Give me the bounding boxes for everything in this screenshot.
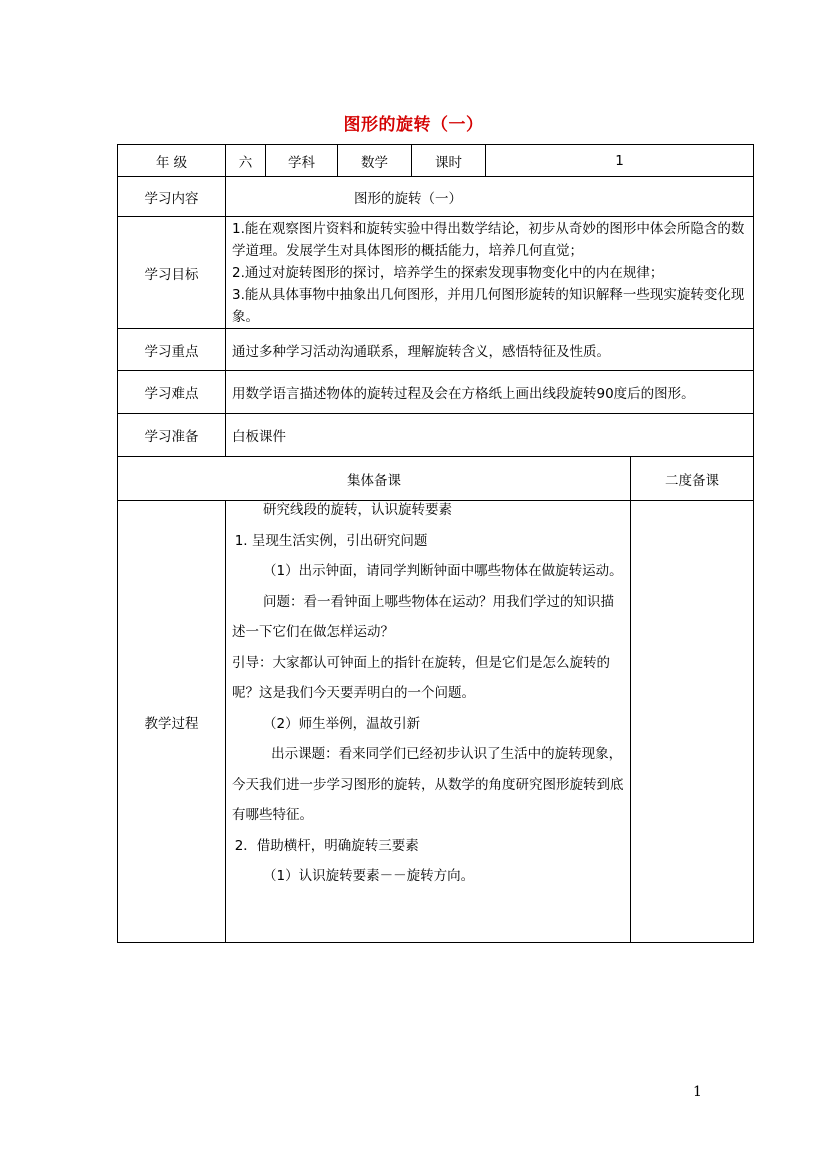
process-label: 教学过程 bbox=[118, 501, 226, 943]
document-title: 图形的旋转（一） bbox=[343, 115, 484, 135]
goals-value bbox=[226, 217, 754, 329]
preparation-label: 学习准备 bbox=[118, 414, 226, 457]
second-planning-cell bbox=[631, 501, 754, 943]
difficulties-row bbox=[118, 371, 754, 414]
subject-value: 数学 bbox=[338, 145, 412, 177]
process-paragraph: 1. 呈现生活实例，引出研究问题 bbox=[234, 532, 428, 549]
lesson-plan-table bbox=[117, 144, 754, 943]
period-label: 课时 bbox=[412, 145, 486, 177]
process-paragraph: （1）出示钟面，请同学判断钟面中哪些物体在做旋转运动。 bbox=[263, 563, 623, 579]
process-row bbox=[118, 501, 754, 943]
process-content bbox=[226, 501, 631, 943]
grade-value: 六 bbox=[226, 145, 266, 177]
key-points-value: 通过多种学习活动沟通联系，理解旋转含义，感悟特征及性质。 bbox=[226, 329, 754, 371]
goal-line: 3.能从具体事物中抽象出几何图形，并用几何图形旋转的知识解释一些现实旋转变化现象。 bbox=[232, 286, 745, 325]
process-paragraph: （2）师生举例，温故引新 bbox=[263, 715, 421, 732]
info-row bbox=[118, 145, 754, 177]
process-paragraph: （1）认识旋转要素－－旋转方向。 bbox=[263, 868, 475, 884]
content-label: 学习内容 bbox=[118, 177, 226, 217]
goal-line: 1.能在观察图片资料和旋转实验中得出数学结论，初步从奇妙的图形中体会所隐含的数学道理。发展学生对具体图形的概括能力，培养几何直觉； bbox=[232, 220, 745, 259]
second-planning-header: 二度备课 bbox=[631, 457, 754, 501]
preparation-value: 白板课件 bbox=[226, 414, 754, 457]
goals-row bbox=[118, 217, 754, 329]
process-paragraph: 2．借助横杆，明确旋转三要素 bbox=[234, 837, 419, 854]
process-paragraph: 出示课题：看来同学们已经初步认识了生活中的旋转现象，今天我们进一步学习图形的旋转，从数学的角度研究图形旋转到底有哪些特征。 bbox=[232, 746, 624, 823]
preparation-row bbox=[118, 414, 754, 457]
period-value: 1 bbox=[486, 145, 754, 177]
collective-planning-header: 集体备课 bbox=[118, 457, 631, 501]
difficulties-label: 学习难点 bbox=[118, 371, 226, 414]
process-paragraph: 引导：大家都认可钟面上的指针在旋转，但是它们是怎么旋转的呢？这是我们今天要弄明白的一个问题。 bbox=[232, 654, 610, 701]
goal-line: 2.通过对旋转图形的探讨，培养学生的探索发现事物变化中的内在规律； bbox=[232, 264, 664, 281]
goals-label: 学习目标 bbox=[118, 217, 226, 329]
key-points-row bbox=[118, 329, 754, 371]
process-paragraph: 问题：看一看钟面上哪些物体在运动？用我们学过的知识描述一下它们在做怎样运动？ bbox=[232, 593, 615, 640]
process-paragraph: 研究线段的旋转，认识旋转要素 bbox=[263, 502, 453, 518]
page-number: 1 bbox=[693, 1084, 702, 1100]
key-points-label: 学习重点 bbox=[118, 329, 226, 371]
difficulties-value: 用数学语言描述物体的旋转过程及会在方格纸上画出线段旋转90度后的图形。 bbox=[226, 371, 754, 414]
grade-label: 年 级 bbox=[118, 145, 226, 177]
subject-label: 学科 bbox=[266, 145, 338, 177]
content-value: 图形的旋转（一） bbox=[226, 177, 754, 217]
planning-header-row bbox=[118, 457, 754, 501]
content-row bbox=[118, 177, 754, 217]
